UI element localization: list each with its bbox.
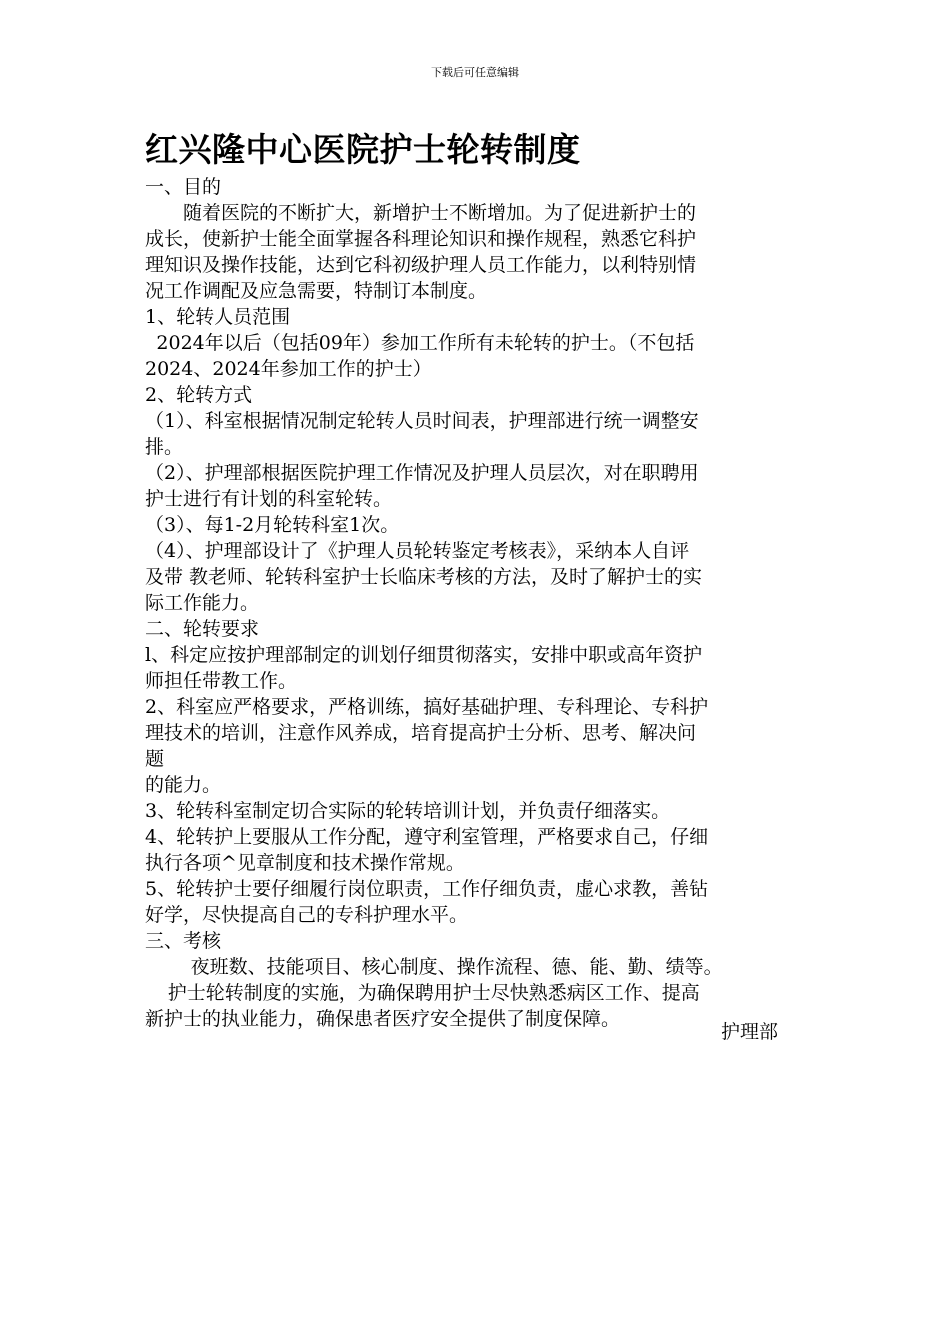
body-line: 况工作调配及应急需要，特制订本制度。 — [145, 280, 488, 302]
body-line: 的能力。 — [145, 774, 222, 796]
document-body — [145, 174, 810, 1032]
body-line: （1）、科室根据情况制定轮转人员时间表，护理部进行统一调整安 — [145, 410, 699, 432]
body-line: 随着医院的不断扩大，新增护士不断增加。为了促进新护士的 — [183, 202, 697, 224]
body-line: 际工作能力。 — [145, 592, 260, 614]
body-line: 2、轮转方式 — [145, 384, 253, 406]
body-line: 新护士的执业能力，确保患者医疗安全提供了制度保障。 — [145, 1008, 621, 1030]
body-line: 三、考核 — [145, 930, 222, 952]
body-line: 2024、2024年参加工作的护士） — [145, 358, 432, 380]
body-line: 题 — [145, 748, 165, 770]
body-line: （4）、护理部设计了《护理人员轮转鉴定考核表》，采纳本人自评 — [145, 540, 690, 562]
body-line: （3）、每1-2月轮转科室1次。 — [145, 514, 400, 536]
document-title: 红兴隆中心医院护士轮转制度 — [145, 130, 581, 169]
body-line: 及带 教老师、轮转科室护士长临床考核的方法，及时了解护士的实 — [145, 566, 703, 588]
body-line: 师担任带教工作。 — [145, 670, 298, 692]
body-line: 2024年以后（包括09年）参加工作所有未轮转的护士。（不包括 — [156, 332, 695, 354]
body-line: 2、科室应严格要求，严格训练，搞好基础护理、专科理论、专科护 — [145, 696, 709, 718]
body-line: 护士轮转制度的实施，为确保聘用护士尽快熟悉病区工作、提高 — [167, 982, 700, 1004]
body-line: 护士进行有计划的科室轮转。 — [145, 488, 393, 510]
body-line: 5、轮转护士要仔细履行岗位职责，工作仔细负责，虚心求教，善钻 — [145, 878, 709, 900]
body-line: 理知识及操作技能，达到它科初级护理人员工作能力，以利特别情 — [145, 254, 697, 276]
body-line: 二、轮转要求 — [145, 618, 260, 640]
body-line: 理技术的培训，注意作风养成，培育提高护士分析、思考、解决问 — [145, 722, 697, 744]
page-header: 下载后可任意编辑 — [431, 66, 519, 79]
body-line: 执行各项^见章制度和技术操作常规。 — [145, 852, 465, 874]
body-line: （2）、护理部根据医院护理工作情况及护理人员层次，对在职聘用 — [145, 462, 699, 484]
body-line: 成长，使新护士能全面掌握各科理论知识和操作规程，熟悉它科护 — [145, 228, 697, 250]
body-line: 一、目的 — [145, 176, 222, 198]
body-line: 1、轮转人员范围 — [145, 306, 291, 328]
body-line: 3、轮转科室制定切合实际的轮转培训计划，并负责仔细落实。 — [145, 800, 671, 822]
body-line: 排。 — [145, 436, 184, 458]
signature: 护理部 — [721, 1021, 779, 1043]
body-line: 好学，尽快提高自己的专科护理水平。 — [145, 904, 469, 926]
body-line: 4、轮转护上要服从工作分配，遵守利室管理，严格要求自己，仔细 — [145, 826, 709, 848]
body-line: l、科定应按护理部制定的训划仔细贯彻落实，安排中职或高年资护 — [145, 644, 703, 666]
body-line: 夜班数、技能项目、核心制度、操作流程、德、能、勤、绩等。 — [190, 956, 723, 978]
